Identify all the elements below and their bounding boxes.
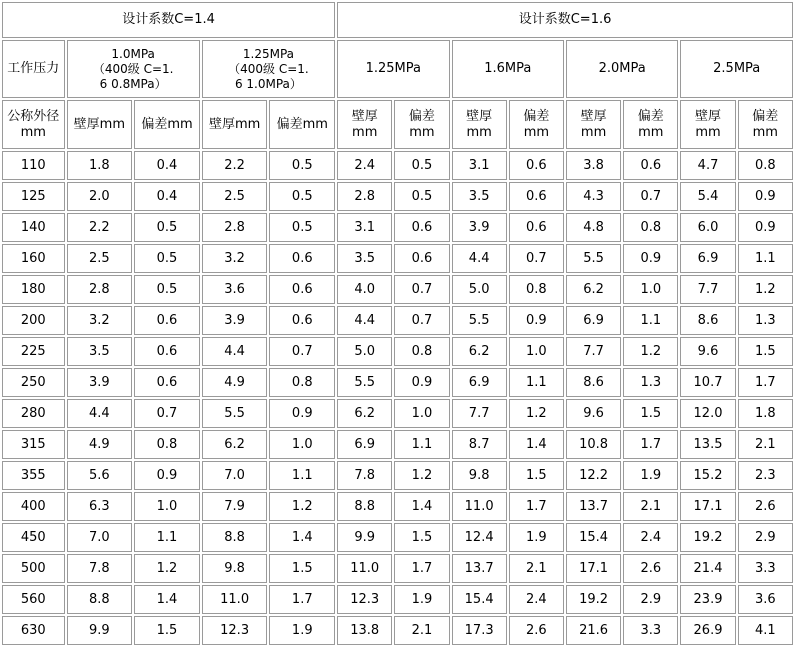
header-tolerance: 偏差 mm xyxy=(509,100,564,149)
tolerance-cell: 0.9 xyxy=(738,182,793,211)
tolerance-cell: 0.6 xyxy=(394,244,449,273)
tolerance-cell: 1.7 xyxy=(394,554,449,583)
tolerance-cell: 1.8 xyxy=(738,399,793,428)
wall-thickness-cell: 11.0 xyxy=(452,492,507,521)
tolerance-cell: 2.1 xyxy=(509,554,564,583)
wall-thickness-cell: 7.7 xyxy=(680,275,735,304)
wall-thickness-cell: 4.0 xyxy=(337,275,392,304)
tolerance-cell: 1.0 xyxy=(623,275,678,304)
tolerance-cell: 2.6 xyxy=(738,492,793,521)
tolerance-cell: 1.9 xyxy=(394,585,449,614)
header-pressure-2-0mpa: 2.0MPa xyxy=(566,40,678,98)
outer-diameter-cell: 200 xyxy=(2,306,65,335)
wall-thickness-cell: 8.7 xyxy=(452,430,507,459)
tolerance-cell: 0.7 xyxy=(134,399,200,428)
wall-thickness-cell: 6.2 xyxy=(202,430,268,459)
tolerance-cell: 0.6 xyxy=(509,151,564,180)
wall-thickness-cell: 12.4 xyxy=(452,523,507,552)
wall-thickness-cell: 13.7 xyxy=(566,492,621,521)
tolerance-cell: 2.4 xyxy=(509,585,564,614)
wall-thickness-cell: 5.5 xyxy=(337,368,392,397)
header-pressure-2-5mpa: 2.5MPa xyxy=(680,40,793,98)
outer-diameter-cell: 500 xyxy=(2,554,65,583)
tolerance-cell: 3.3 xyxy=(738,554,793,583)
outer-diameter-cell: 140 xyxy=(2,213,65,242)
tolerance-cell: 0.9 xyxy=(269,399,335,428)
header-tolerance: 偏差mm xyxy=(269,100,335,149)
header-outer-diameter: 公称外径 mm xyxy=(2,100,65,149)
header-wall-thickness: 壁厚 mm xyxy=(337,100,392,149)
wall-thickness-cell: 9.8 xyxy=(452,461,507,490)
tolerance-cell: 0.6 xyxy=(269,306,335,335)
wall-thickness-cell: 6.9 xyxy=(566,306,621,335)
header-wall-thickness: 壁厚 mm xyxy=(452,100,507,149)
wall-thickness-cell: 5.4 xyxy=(680,182,735,211)
wall-thickness-cell: 7.7 xyxy=(452,399,507,428)
tolerance-cell: 1.0 xyxy=(134,492,200,521)
tolerance-cell: 1.4 xyxy=(269,523,335,552)
tolerance-cell: 0.5 xyxy=(269,151,335,180)
wall-thickness-cell: 5.6 xyxy=(67,461,133,490)
tolerance-cell: 0.5 xyxy=(394,182,449,211)
wall-thickness-cell: 17.1 xyxy=(566,554,621,583)
tolerance-cell: 0.5 xyxy=(394,151,449,180)
outer-diameter-cell: 250 xyxy=(2,368,65,397)
tolerance-cell: 2.9 xyxy=(738,523,793,552)
header-design-factor-c16: 设计系数C=1.6 xyxy=(337,2,793,38)
tolerance-cell: 2.4 xyxy=(623,523,678,552)
tolerance-cell: 1.1 xyxy=(509,368,564,397)
outer-diameter-cell: 450 xyxy=(2,523,65,552)
wall-thickness-cell: 6.9 xyxy=(337,430,392,459)
header-row-design-factor xyxy=(2,2,793,38)
header-tolerance: 偏差mm xyxy=(134,100,200,149)
wall-thickness-cell: 9.6 xyxy=(680,337,735,366)
outer-diameter-cell: 355 xyxy=(2,461,65,490)
wall-thickness-cell: 19.2 xyxy=(680,523,735,552)
tolerance-cell: 1.0 xyxy=(269,430,335,459)
tolerance-cell: 0.7 xyxy=(394,306,449,335)
wall-thickness-cell: 4.3 xyxy=(566,182,621,211)
tolerance-cell: 3.6 xyxy=(738,585,793,614)
header-design-factor-c14: 设计系数C=1.4 xyxy=(2,2,335,38)
table-row xyxy=(2,492,793,521)
wall-thickness-cell: 26.9 xyxy=(680,616,735,645)
table-row xyxy=(2,585,793,614)
wall-thickness-cell: 21.6 xyxy=(566,616,621,645)
wall-thickness-cell: 15.4 xyxy=(566,523,621,552)
wall-thickness-cell: 3.9 xyxy=(67,368,133,397)
outer-diameter-cell: 180 xyxy=(2,275,65,304)
tolerance-cell: 0.5 xyxy=(269,182,335,211)
wall-thickness-cell: 17.3 xyxy=(452,616,507,645)
tolerance-cell: 1.7 xyxy=(509,492,564,521)
tolerance-cell: 1.3 xyxy=(738,306,793,335)
table-row xyxy=(2,430,793,459)
tolerance-cell: 1.0 xyxy=(509,337,564,366)
wall-thickness-cell: 9.9 xyxy=(337,523,392,552)
tolerance-cell: 1.2 xyxy=(269,492,335,521)
wall-thickness-cell: 6.9 xyxy=(680,244,735,273)
table-row xyxy=(2,399,793,428)
table-row xyxy=(2,244,793,273)
wall-thickness-cell: 3.1 xyxy=(452,151,507,180)
tolerance-cell: 2.1 xyxy=(738,430,793,459)
outer-diameter-cell: 315 xyxy=(2,430,65,459)
wall-thickness-cell: 23.9 xyxy=(680,585,735,614)
wall-thickness-cell: 3.5 xyxy=(67,337,133,366)
tolerance-cell: 2.3 xyxy=(738,461,793,490)
wall-thickness-cell: 15.2 xyxy=(680,461,735,490)
tolerance-cell: 0.4 xyxy=(134,182,200,211)
header-pressure-1-25mpa-c16: 1.25MPa xyxy=(337,40,449,98)
wall-thickness-cell: 2.2 xyxy=(202,151,268,180)
wall-thickness-cell: 5.0 xyxy=(337,337,392,366)
tolerance-cell: 1.1 xyxy=(738,244,793,273)
wall-thickness-cell: 7.9 xyxy=(202,492,268,521)
wall-thickness-cell: 3.6 xyxy=(202,275,268,304)
wall-thickness-cell: 3.5 xyxy=(337,244,392,273)
wall-thickness-cell: 8.8 xyxy=(202,523,268,552)
table-row xyxy=(2,616,793,645)
wall-thickness-cell: 3.9 xyxy=(452,213,507,242)
tolerance-cell: 1.1 xyxy=(269,461,335,490)
wall-thickness-cell: 10.8 xyxy=(566,430,621,459)
tolerance-cell: 1.1 xyxy=(394,430,449,459)
wall-thickness-cell: 9.8 xyxy=(202,554,268,583)
table-row xyxy=(2,213,793,242)
tolerance-cell: 3.3 xyxy=(623,616,678,645)
wall-thickness-cell: 4.8 xyxy=(566,213,621,242)
wall-thickness-cell: 7.8 xyxy=(67,554,133,583)
wall-thickness-cell: 6.0 xyxy=(680,213,735,242)
tolerance-cell: 0.8 xyxy=(738,151,793,180)
wall-thickness-cell: 5.0 xyxy=(452,275,507,304)
tolerance-cell: 1.9 xyxy=(623,461,678,490)
wall-thickness-cell: 12.2 xyxy=(566,461,621,490)
table-row xyxy=(2,554,793,583)
tolerance-cell: 2.6 xyxy=(623,554,678,583)
wall-thickness-cell: 4.4 xyxy=(337,306,392,335)
table-row xyxy=(2,461,793,490)
tolerance-cell: 1.5 xyxy=(738,337,793,366)
wall-thickness-cell: 3.2 xyxy=(202,244,268,273)
wall-thickness-cell: 6.2 xyxy=(566,275,621,304)
header-wall-thickness: 壁厚mm xyxy=(202,100,268,149)
wall-thickness-cell: 6.9 xyxy=(452,368,507,397)
tolerance-cell: 0.8 xyxy=(394,337,449,366)
wall-thickness-cell: 13.7 xyxy=(452,554,507,583)
tolerance-cell: 1.2 xyxy=(509,399,564,428)
wall-thickness-cell: 7.8 xyxy=(337,461,392,490)
wall-thickness-cell: 17.1 xyxy=(680,492,735,521)
header-wall-thickness: 壁厚 mm xyxy=(680,100,735,149)
header-pressure-1-25mpa-c14: 1.25MPa （400级 C=1. 6 1.0MPa） xyxy=(202,40,335,98)
tolerance-cell: 0.9 xyxy=(509,306,564,335)
table-row xyxy=(2,182,793,211)
tolerance-cell: 1.5 xyxy=(394,523,449,552)
header-wall-thickness: 壁厚mm xyxy=(67,100,133,149)
wall-thickness-cell: 11.0 xyxy=(337,554,392,583)
tolerance-cell: 1.4 xyxy=(394,492,449,521)
tolerance-cell: 0.6 xyxy=(134,368,200,397)
wall-thickness-cell: 4.9 xyxy=(67,430,133,459)
wall-thickness-cell: 2.4 xyxy=(337,151,392,180)
tolerance-cell: 0.8 xyxy=(623,213,678,242)
tolerance-cell: 1.4 xyxy=(509,430,564,459)
tolerance-cell: 1.2 xyxy=(134,554,200,583)
wall-thickness-cell: 13.8 xyxy=(337,616,392,645)
tolerance-cell: 0.6 xyxy=(269,275,335,304)
tolerance-cell: 1.7 xyxy=(738,368,793,397)
wall-thickness-cell: 4.4 xyxy=(67,399,133,428)
wall-thickness-cell: 8.6 xyxy=(566,368,621,397)
wall-thickness-cell: 3.1 xyxy=(337,213,392,242)
header-work-pressure: 工作压力 xyxy=(2,40,65,98)
wall-thickness-cell: 3.9 xyxy=(202,306,268,335)
tolerance-cell: 0.5 xyxy=(134,213,200,242)
tolerance-cell: 1.9 xyxy=(509,523,564,552)
outer-diameter-cell: 225 xyxy=(2,337,65,366)
tolerance-cell: 1.2 xyxy=(738,275,793,304)
wall-thickness-cell: 2.8 xyxy=(202,213,268,242)
wall-thickness-cell: 5.5 xyxy=(566,244,621,273)
wall-thickness-cell: 12.3 xyxy=(202,616,268,645)
tolerance-cell: 1.9 xyxy=(269,616,335,645)
tolerance-cell: 1.7 xyxy=(269,585,335,614)
wall-thickness-cell: 6.2 xyxy=(452,337,507,366)
tolerance-cell: 0.7 xyxy=(269,337,335,366)
wall-thickness-cell: 12.3 xyxy=(337,585,392,614)
outer-diameter-cell: 630 xyxy=(2,616,65,645)
wall-thickness-cell: 4.4 xyxy=(202,337,268,366)
tolerance-cell: 0.6 xyxy=(134,337,200,366)
table-row xyxy=(2,523,793,552)
tolerance-cell: 0.8 xyxy=(269,368,335,397)
wall-thickness-cell: 21.4 xyxy=(680,554,735,583)
tolerance-cell: 0.7 xyxy=(394,275,449,304)
outer-diameter-cell: 125 xyxy=(2,182,65,211)
header-row-pressure xyxy=(2,40,793,98)
wall-thickness-cell: 15.4 xyxy=(452,585,507,614)
outer-diameter-cell: 110 xyxy=(2,151,65,180)
outer-diameter-cell: 280 xyxy=(2,399,65,428)
tolerance-cell: 1.1 xyxy=(623,306,678,335)
wall-thickness-cell: 2.8 xyxy=(67,275,133,304)
wall-thickness-cell: 1.8 xyxy=(67,151,133,180)
wall-thickness-cell: 11.0 xyxy=(202,585,268,614)
wall-thickness-cell: 7.0 xyxy=(202,461,268,490)
header-pressure-1-6mpa: 1.6MPa xyxy=(452,40,564,98)
table-row xyxy=(2,368,793,397)
wall-thickness-cell: 4.7 xyxy=(680,151,735,180)
tolerance-cell: 0.4 xyxy=(134,151,200,180)
tolerance-cell: 4.1 xyxy=(738,616,793,645)
wall-thickness-cell: 8.8 xyxy=(67,585,133,614)
wall-thickness-cell: 6.2 xyxy=(337,399,392,428)
tolerance-cell: 0.6 xyxy=(269,244,335,273)
header-tolerance: 偏差 mm xyxy=(623,100,678,149)
tolerance-cell: 0.5 xyxy=(269,213,335,242)
outer-diameter-cell: 400 xyxy=(2,492,65,521)
wall-thickness-cell: 2.8 xyxy=(337,182,392,211)
tolerance-cell: 0.7 xyxy=(509,244,564,273)
table-row xyxy=(2,275,793,304)
tolerance-cell: 2.1 xyxy=(394,616,449,645)
tolerance-cell: 1.1 xyxy=(134,523,200,552)
header-wall-thickness: 壁厚 mm xyxy=(566,100,621,149)
tolerance-cell: 0.6 xyxy=(509,182,564,211)
wall-thickness-cell: 7.0 xyxy=(67,523,133,552)
tolerance-cell: 2.9 xyxy=(623,585,678,614)
wall-thickness-cell: 3.2 xyxy=(67,306,133,335)
wall-thickness-cell: 19.2 xyxy=(566,585,621,614)
wall-thickness-cell: 8.6 xyxy=(680,306,735,335)
tolerance-cell: 0.5 xyxy=(134,244,200,273)
wall-thickness-cell: 4.4 xyxy=(452,244,507,273)
wall-thickness-cell: 13.5 xyxy=(680,430,735,459)
tolerance-cell: 0.6 xyxy=(394,213,449,242)
tolerance-cell: 0.5 xyxy=(134,275,200,304)
tolerance-cell: 0.9 xyxy=(623,244,678,273)
wall-thickness-cell: 5.5 xyxy=(202,399,268,428)
tolerance-cell: 1.3 xyxy=(623,368,678,397)
tolerance-cell: 1.2 xyxy=(623,337,678,366)
tolerance-cell: 0.9 xyxy=(134,461,200,490)
tolerance-cell: 0.7 xyxy=(623,182,678,211)
tolerance-cell: 0.9 xyxy=(394,368,449,397)
tolerance-cell: 1.5 xyxy=(509,461,564,490)
tolerance-cell: 2.1 xyxy=(623,492,678,521)
wall-thickness-cell: 2.2 xyxy=(67,213,133,242)
header-tolerance: 偏差 mm xyxy=(738,100,793,149)
wall-thickness-cell: 6.3 xyxy=(67,492,133,521)
tolerance-cell: 1.5 xyxy=(623,399,678,428)
tolerance-cell: 1.2 xyxy=(394,461,449,490)
tolerance-cell: 0.6 xyxy=(509,213,564,242)
tolerance-cell: 0.6 xyxy=(623,151,678,180)
wall-thickness-cell: 8.8 xyxy=(337,492,392,521)
wall-thickness-cell: 4.9 xyxy=(202,368,268,397)
header-pressure-1-0mpa: 1.0MPa （400级 C=1. 6 0.8MPa） xyxy=(67,40,200,98)
tolerance-cell: 0.9 xyxy=(738,213,793,242)
table-row xyxy=(2,151,793,180)
tolerance-cell: 1.0 xyxy=(394,399,449,428)
wall-thickness-cell: 3.5 xyxy=(452,182,507,211)
tolerance-cell: 2.6 xyxy=(509,616,564,645)
wall-thickness-cell: 7.7 xyxy=(566,337,621,366)
wall-thickness-cell: 5.5 xyxy=(452,306,507,335)
wall-thickness-cell: 2.0 xyxy=(67,182,133,211)
wall-thickness-cell: 3.8 xyxy=(566,151,621,180)
tolerance-cell: 0.8 xyxy=(509,275,564,304)
outer-diameter-cell: 560 xyxy=(2,585,65,614)
outer-diameter-cell: 160 xyxy=(2,244,65,273)
wall-thickness-cell: 10.7 xyxy=(680,368,735,397)
table-row xyxy=(2,337,793,366)
wall-thickness-cell: 9.6 xyxy=(566,399,621,428)
tolerance-cell: 1.4 xyxy=(134,585,200,614)
wall-thickness-cell: 12.0 xyxy=(680,399,735,428)
tolerance-cell: 0.6 xyxy=(134,306,200,335)
tolerance-cell: 1.5 xyxy=(269,554,335,583)
wall-thickness-cell: 2.5 xyxy=(67,244,133,273)
header-tolerance: 偏差 mm xyxy=(394,100,449,149)
wall-thickness-cell: 9.9 xyxy=(67,616,133,645)
tolerance-cell: 0.8 xyxy=(134,430,200,459)
wall-thickness-cell: 2.5 xyxy=(202,182,268,211)
tolerance-cell: 1.5 xyxy=(134,616,200,645)
tolerance-cell: 1.7 xyxy=(623,430,678,459)
table-row xyxy=(2,306,793,335)
header-row-columns xyxy=(2,100,793,149)
